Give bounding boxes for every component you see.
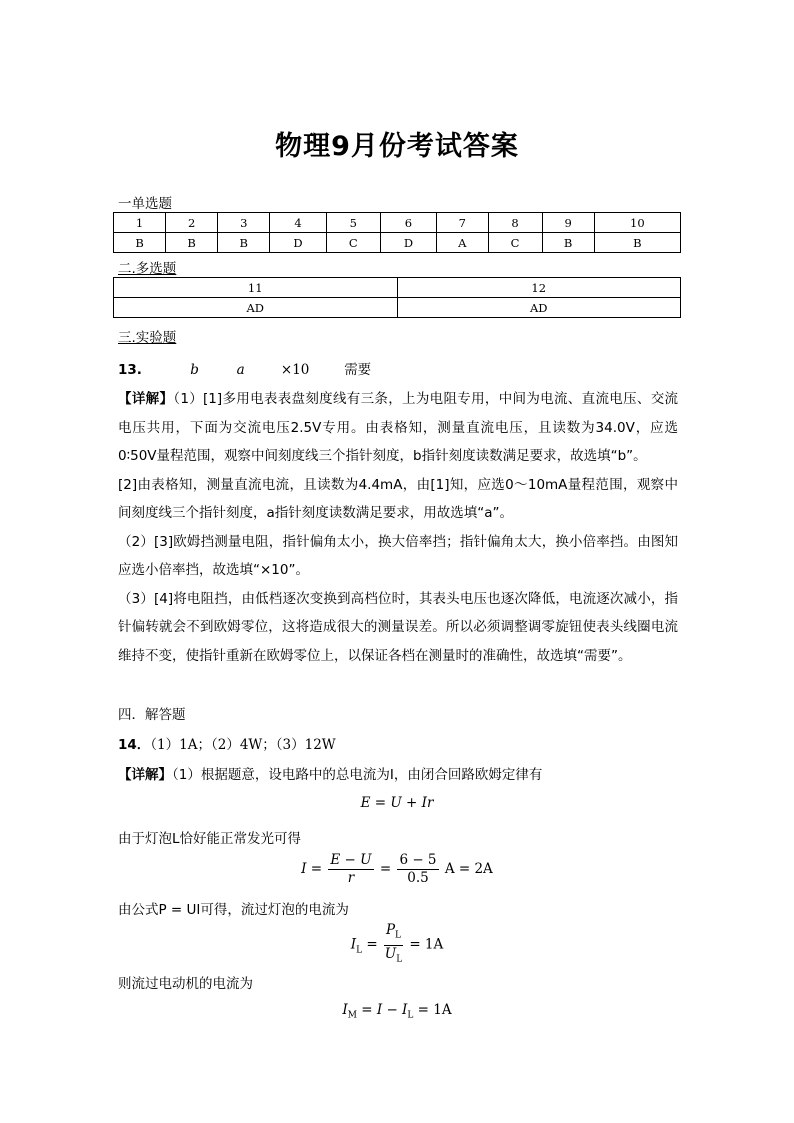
- multi-choice-number-row: [114, 278, 681, 298]
- q14-answer-line: 14．（1）1A；（2）4W；（3）12W: [118, 737, 336, 753]
- multi-choice-answer-cell-2: AD: [397, 298, 681, 318]
- q14-detail-line1: 【详解】（1）根据题意，设电路中的总电流为I，由闭合回路欧姆定律有: [118, 767, 543, 783]
- q13-answer-1: b: [190, 362, 199, 378]
- q14-number: 14: [118, 737, 137, 753]
- single-choice-number-cell-5: 5: [326, 213, 380, 233]
- q14-detail-line2: 由于灯泡L恰好能正常发光可得: [118, 831, 302, 847]
- single-choice-answer-cell-3: B: [218, 233, 270, 253]
- single-choice-number-cell-8: 8: [488, 213, 542, 233]
- multi-choice-number-cell-1: 11: [114, 278, 398, 298]
- equation-ohm-closed-circuit: E = U + Ir: [360, 795, 434, 811]
- q13-answer-3: ×10: [280, 362, 310, 378]
- page-title: 物理9月份考试答案: [275, 131, 519, 162]
- section-experiment-heading: 三.实验题: [118, 330, 177, 346]
- q13-detail-p3: （2）[3]欧姆挡测量电阻，指针偏角太小，换大倍率挡；指针偏角太大，换小倍率挡。由图知应选小倍率挡，故选填“×10”。: [118, 533, 678, 578]
- single-choice-answer-cell-9: B: [542, 233, 594, 253]
- q14-detail-line3: 由公式P = UI可得，流过灯泡的电流为: [118, 902, 349, 918]
- single-choice-number-cell-2: 2: [166, 213, 218, 233]
- multi-choice-answer-cell-1: AD: [114, 298, 398, 318]
- single-choice-number-row: [114, 213, 681, 233]
- fraction-1: $\frac{E - U}{r}$: [330, 852, 372, 886]
- q13-detail-p4: （3）[4]将电阻挡，由低档逐次变换到高档位时，其表头电压也逐次降低，电流逐次减小，指针偏转就会不到欧姆零位，这将造成很大的测量误差。所以必须调整调零旋钮使表头线圈电流维持不变，使指针重新在欧姆零位上，以保证各档在测量时的准确性，故选填“需要”。: [118, 590, 678, 664]
- single-choice-answer-cell-7: A: [437, 233, 488, 253]
- q13-number: 13.: [118, 362, 142, 378]
- fraction-2: $\frac{6 - 5}{0.5}$: [399, 852, 437, 886]
- single-choice-number-cell-6: 6: [380, 213, 436, 233]
- q13-detail-p1: 【详解】（1）[1]多用电表表盘刻度线有三条，上为电阻专用，中间为电流、直流电压、交流电压共用，下面为交流电压2.5V专用。由表格知，测量直流电压，且读数为34.0V，应选0∶50V量程范围，观察中间刻度线三个指针刻度，b指针刻度读数满足要求，故选填“b”。: [118, 391, 679, 464]
- fraction-3: $\frac{P_L}{U_L}$: [384, 922, 403, 965]
- single-choice-answer-cell-2: B: [166, 233, 218, 253]
- single-choice-answer-cell-4: D: [270, 233, 326, 253]
- q13-answer-2: a: [236, 362, 245, 378]
- single-choice-answer-cell-10: B: [594, 233, 680, 253]
- single-choice-number-cell-1: 1: [114, 213, 166, 233]
- single-choice-answer-cell-1: B: [114, 233, 166, 253]
- section-solution-heading: 四．解答题: [118, 707, 186, 723]
- single-choice-number-cell-10: 10: [594, 213, 680, 233]
- q14-detail-line4: 则流过电动机的电流为: [118, 976, 253, 992]
- single-choice-number-cell-3: 3: [218, 213, 270, 233]
- q13-detail: [118, 385, 678, 670]
- single-choice-answer-cell-5: C: [326, 233, 380, 253]
- single-choice-number-cell-7: 7: [437, 213, 488, 233]
- equation-lamp-current: $I_L$ = $\frac{P_L}{U_L}$ = 1A: [0, 922, 794, 968]
- multi-choice-number-cell-2: 12: [397, 278, 681, 298]
- single-choice-table: [113, 212, 681, 253]
- q14-answer: （1）1A；（2）4W；（3）12W: [150, 737, 336, 753]
- q13-answer-4: 需要: [344, 362, 372, 378]
- single-choice-answer-cell-6: D: [380, 233, 436, 253]
- section-multi-choice-heading: 二.多选题: [118, 261, 177, 277]
- q13-answer-line: [118, 358, 371, 378]
- section-single-choice-heading: 一单选题: [118, 196, 172, 212]
- multi-choice-table: [113, 277, 681, 318]
- single-choice-number-cell-4: 4: [270, 213, 326, 233]
- single-choice-answer-cell-8: C: [488, 233, 542, 253]
- q13-detail-p2: [2]由表格知，测量直流电流，且读数为4.4mA，由[1]知，应选0～10mA量程范围，观察中间刻度线三个指针刻度，a指针刻度读数满足要求，用故选填“a”。: [118, 476, 678, 521]
- equation-total-current: I = $\frac{E - U}{r}$ = $\frac{6 - 5}{0.5}$ A = 2A: [301, 852, 493, 886]
- equation-motor-current: $I_M = I - I_L = 1A$: [342, 1002, 452, 1021]
- single-choice-answer-row: [114, 233, 681, 253]
- single-choice-number-cell-9: 9: [542, 213, 594, 233]
- multi-choice-answer-row: [114, 298, 681, 318]
